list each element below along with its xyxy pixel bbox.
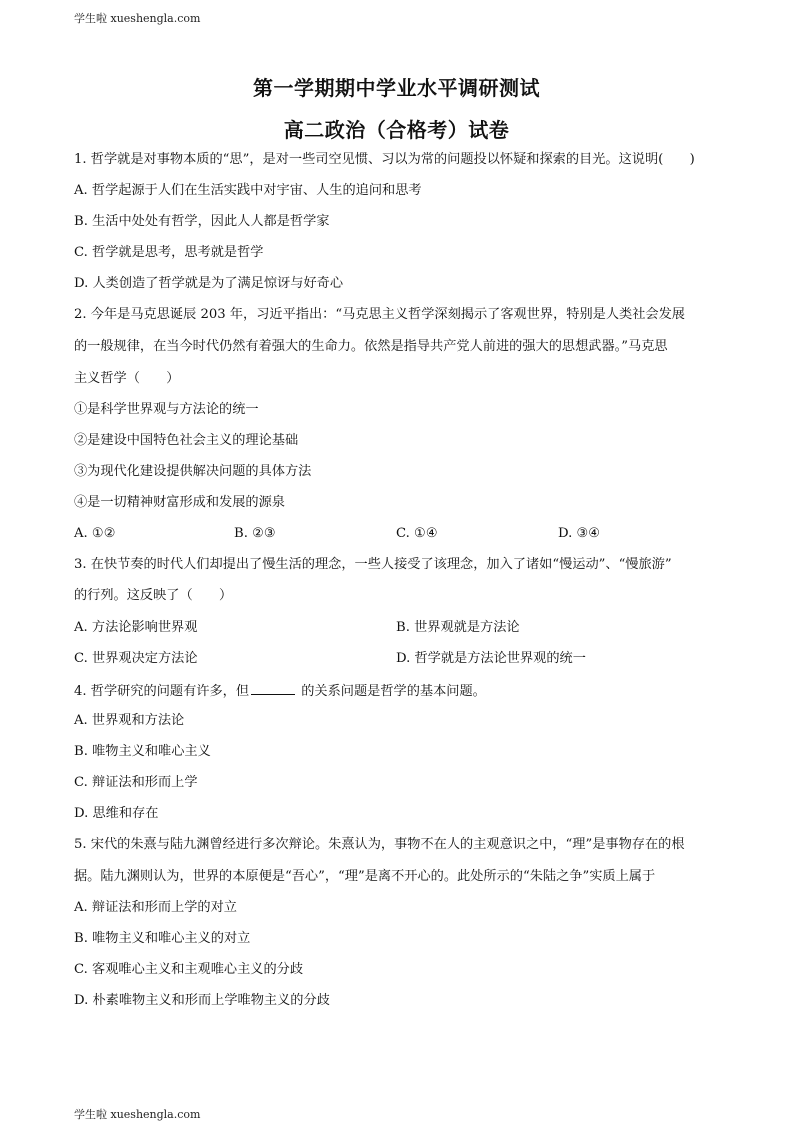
question-4-stem-before: 4. 哲学研究的问题有许多，但 (74, 684, 250, 699)
question-2-option-b[interactable]: B. ②③ (234, 526, 276, 541)
footer-watermark: 学生啦 xueshengla.com (74, 1108, 201, 1121)
question-2-statement-1: ①是科学世界观与方法论的统一 (74, 402, 259, 417)
header-watermark: 学生啦 xueshengla.com (74, 12, 201, 25)
question-3-stem-line-1: 3. 在快节奏的时代人们却提出了慢生活的理念，一些人接受了该理念，加入了诸如“慢运动”、“慢旅游” (74, 557, 672, 572)
question-2-stem-line-2: 的一般规律，在当今时代仍然有着强大的生命力。依然是指导共产党人前进的强大的思想武器。”马克思 (74, 339, 668, 354)
question-3-option-d[interactable]: D. 哲学就是方法论世界观的统一 (396, 651, 586, 666)
question-2-stem-line-3: 主义哲学（ ） (74, 371, 180, 386)
question-5-option-a[interactable]: A. 辩证法和形而上学的对立 (74, 900, 237, 915)
answer-blank (251, 682, 295, 695)
question-3-option-a[interactable]: A. 方法论影响世界观 (74, 620, 198, 635)
exam-title: 第一学期期中学业水平调研测试 (253, 76, 540, 100)
exam-subtitle: 高二政治（合格考）试卷 (283, 118, 510, 142)
question-1-stem: 1. 哲学就是对事物本质的“思”，是对一些司空见惯、习以为常的问题投以怀疑和探索的目光。这说明( ) (74, 152, 695, 167)
question-2-option-a[interactable]: A. ①② (74, 526, 116, 541)
question-2-option-c[interactable]: C. ①④ (396, 526, 438, 541)
question-3-stem-line-2: 的行列。这反映了（ ） (74, 588, 233, 603)
question-5-option-d[interactable]: D. 朴素唯物主义和形而上学唯物主义的分歧 (74, 993, 330, 1008)
question-1-option-b[interactable]: B. 生活中处处有哲学，因此人人都是哲学家 (74, 214, 330, 229)
question-5-option-c[interactable]: C. 客观唯心主义和主观唯心主义的分歧 (74, 962, 304, 977)
question-4-option-c[interactable]: C. 辩证法和形而上学 (74, 775, 198, 790)
question-5-stem-line-1: 5. 宋代的朱熹与陆九渊曾经进行多次辩论。朱熹认为，事物不在人的主观意识之中，“理”是事物存在的根 (74, 837, 685, 852)
question-4-option-b[interactable]: B. 唯物主义和唯心主义 (74, 744, 211, 759)
question-2-statement-3: ③为现代化建设提供解决问题的具体方法 (74, 464, 312, 479)
question-3-option-c[interactable]: C. 世界观决定方法论 (74, 651, 198, 666)
question-2-option-d[interactable]: D. ③④ (558, 526, 601, 541)
question-2-statement-2: ②是建设中国特色社会主义的理论基础 (74, 433, 299, 448)
question-4-stem-after: 的关系问题是哲学的基本问题。 (297, 684, 486, 699)
question-2-stem-line-1: 2. 今年是马克思诞辰 203 年，习近平指出：“马克思主义哲学深刻揭示了客观世界，特别是人类社会发展 (74, 307, 685, 322)
question-1-option-c[interactable]: C. 哲学就是思考，思考就是哲学 (74, 245, 264, 260)
question-3-option-b[interactable]: B. 世界观就是方法论 (396, 620, 520, 635)
question-4-option-d[interactable]: D. 思维和存在 (74, 806, 159, 821)
question-4-option-a[interactable]: A. 世界观和方法论 (74, 713, 185, 728)
question-1-option-a[interactable]: A. 哲学起源于人们在生活实践中对宇宙、人生的追问和思考 (74, 183, 422, 198)
question-1-option-d[interactable]: D. 人类创造了哲学就是为了满足惊讶与好奇心 (74, 276, 344, 291)
question-5-stem-line-2: 据。陆九渊则认为，世界的本原便是“吾心”，“理”是离不开心的。此处所示的“朱陆之争”实质上属于 (74, 869, 656, 884)
question-5-option-b[interactable]: B. 唯物主义和唯心主义的对立 (74, 931, 251, 946)
question-2-statement-4: ④是一切精神财富形成和发展的源泉 (74, 495, 285, 510)
question-4-stem (74, 682, 486, 700)
